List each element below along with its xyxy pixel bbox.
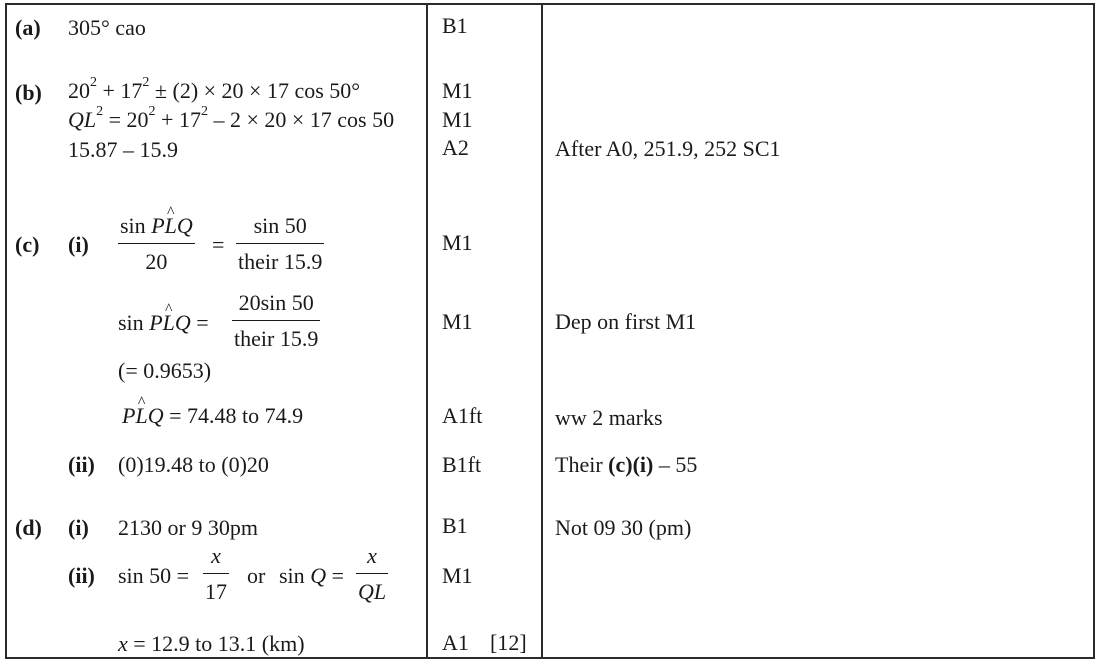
part-c-label: (c) [15, 232, 40, 257]
d-ii-fraction1: x 17 [205, 543, 227, 605]
d-result-mark: A1 [442, 630, 469, 655]
d-i-mark: B1 [442, 513, 468, 538]
d-ii-fraction2: x QL [358, 543, 387, 605]
total-marks: [12] [490, 630, 527, 655]
d-ii-or: or [247, 563, 266, 588]
part-d-label: (d) [15, 515, 42, 540]
eq2-mark: M1 [442, 309, 473, 334]
eq1-lhs-fraction: sin PL ^Q 20 [118, 214, 195, 274]
part-b-line1: $20^2 + 17^2 \pm (2) \times 20 \times 17$ cos 50° [68, 75, 361, 103]
eq1-mark: M1 [442, 230, 473, 255]
part-b-line3-mark: A2 [442, 135, 469, 160]
part-a-answer: 305° cao [68, 15, 146, 40]
d-ii-eq-lhs2: sin Q = [279, 563, 344, 588]
part-d-ii-label: (ii) [68, 563, 95, 588]
c-i-value: (= 0.9653) [118, 358, 212, 383]
column-divider-marks [541, 3, 543, 659]
eq2-rhs-fraction: 20sin 50 their 15.9 [234, 290, 319, 352]
part-d-i-label: (i) [68, 515, 89, 540]
part-a-mark: B1 [442, 13, 468, 38]
part-b-line3: 15.87 – 15.9 [68, 137, 178, 162]
eq2-lhs: sin PL ^Q = [118, 312, 209, 334]
part-b-line1-mark: M1 [442, 78, 473, 103]
part-c-ii-label: (ii) [68, 452, 95, 477]
part-b-guidance: After A0, 251.9, 252 SC1 [555, 136, 781, 161]
d-ii-eq-lhs1: sin 50 = [118, 563, 190, 588]
part-b-line2-mark: M1 [442, 107, 473, 132]
d-i-answer: 2130 or 9 30pm [118, 515, 258, 540]
c-ii-answer: (0)19.48 to (0)20 [118, 452, 269, 477]
part-a-label: (a) [15, 15, 41, 40]
c-i-result-mark: A1ft [442, 403, 483, 428]
c-i-result: PL ^Q = 74.48 to 74.9 [122, 405, 303, 427]
c-i-result-guidance: ww 2 marks [555, 405, 663, 430]
column-divider-answer [426, 3, 428, 659]
part-c-i-label: (i) [68, 232, 89, 257]
part-b-label: (b) [15, 80, 42, 105]
part-b-line2: $QL^2 = 20^2 + 17^2 - 2 \times 20 \times 17$ cos 50 [68, 104, 395, 132]
eq1-rhs-fraction: sin 50 their 15.9 [238, 213, 323, 275]
c-ii-guidance: Their (c)(i) – 55 [555, 452, 698, 477]
eq2-guidance: Dep on first M1 [555, 309, 697, 334]
eq1-equals: = [212, 232, 225, 257]
d-i-guidance: Not 09 30 (pm) [555, 515, 692, 540]
d-ii-mark: M1 [442, 563, 473, 588]
d-result: x = 12.9 to 13.1 (km) [118, 631, 305, 656]
c-ii-mark: B1ft [442, 452, 482, 477]
